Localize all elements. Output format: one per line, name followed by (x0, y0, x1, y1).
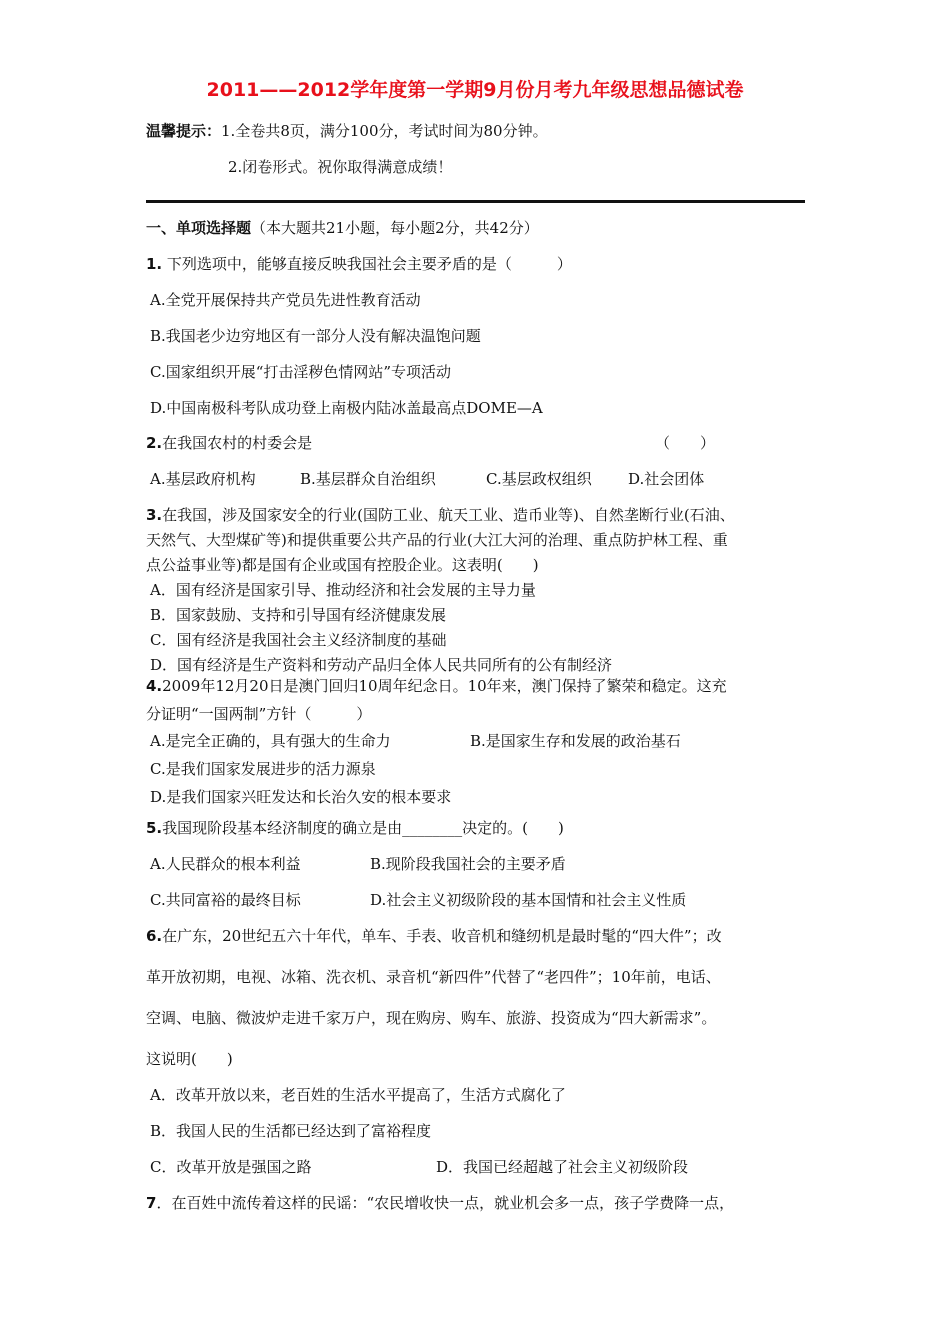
question-3-option-a: A．国有经济是国家引导、推动经济和社会发展的主导力量 (150, 581, 536, 599)
question-6-option-d: D．我国已经超越了社会主义初级阶段 (436, 1158, 689, 1176)
question-4-option-d: D.是我们国家兴旺发达和长治久安的根本要求 (150, 788, 452, 806)
question-6-option-c: C．改革开放是强国之路 (150, 1158, 312, 1176)
notice-label: 温馨提示： (146, 122, 222, 140)
question-7-number: 7 (146, 1194, 157, 1212)
question-5-option-a: A.人民群众的根本利益 (150, 855, 301, 873)
question-2-option-b: B.基层群众自治组织 (300, 470, 436, 488)
question-6-stem-line-1 (146, 926, 722, 946)
question-2-paren: （ ） (655, 434, 716, 452)
question-6-stem-line-2: 革开放初期，电视、冰箱、洗衣机、录音机“新四件”代替了“老四件”；10年前，电话、 (146, 968, 721, 986)
question-3-option-d: D．国有经济是生产资料和劳动产品归全体人民共同所有的公有制经济 (150, 656, 613, 674)
question-1-text: 下列选项中，能够直接反映我国社会主要矛盾的是（ ） (162, 255, 572, 273)
question-6-option-a: A．改革开放以来，老百姓的生活水平提高了，生活方式腐化了 (150, 1086, 566, 1104)
question-3-text-1: 在我国，涉及国家安全的行业(国防工业、航天工业、造币业等)、自然垄断行业(石油、 (162, 506, 735, 524)
question-4-stem-line-2: 分证明“一国两制”方针（ ） (146, 705, 372, 723)
divider (146, 200, 805, 203)
question-1-number: 1. (146, 255, 163, 273)
question-1-stem (146, 254, 572, 274)
question-6-text-1: 在广东，20世纪五六十年代，单车、手表、收音机和缝纫机是最时髦的“四大件”；改 (162, 927, 722, 945)
question-4-option-a: A.是完全正确的，具有强大的生命力 (150, 732, 391, 750)
question-2-option-d: D.社会团体 (628, 470, 705, 488)
question-4-option-c: C.是我们国家发展进步的活力源泉 (150, 760, 376, 778)
section-note: （本大题共21小题，每小题2分，共42分） (251, 219, 539, 237)
question-7-text: ．在百姓中流传着这样的民谣：“农民增收快一点，就业机会多一点，孩子学费降一点， (156, 1194, 735, 1212)
question-3-option-b: B．国家鼓励、支持和引导国有经济健康发展 (150, 606, 447, 624)
question-2-option-c: C.基层政权组织 (486, 470, 592, 488)
question-3-stem-line-3: 点公益事业等)都是国有企业或国有控股企业。这表明( ) (146, 556, 539, 574)
question-1-option-a: A.全党开展保持共产党员先进性教育活动 (150, 291, 421, 309)
question-1-option-d: D.中国南极科考队成功登上南极内陆冰盖最高点DOME—A (150, 399, 543, 417)
question-2-stem (146, 433, 312, 453)
question-3-number: 3. (146, 506, 163, 524)
question-6-number: 6. (146, 927, 163, 945)
section-heading (146, 218, 539, 238)
question-1-option-b: B.我国老少边穷地区有一部分人没有解决温饱问题 (150, 327, 481, 345)
question-7-stem (146, 1193, 734, 1213)
question-2-option-a: A.基层政府机构 (150, 470, 256, 488)
question-6-stem-line-3: 空调、电脑、微波炉走进千家万户，现在购房、购车、旅游、投资成为“四大新需求”。 (146, 1009, 717, 1027)
question-6-stem-line-4: 这说明( ) (146, 1050, 233, 1068)
notice-text-1: 1.全卷共8页，满分100分，考试时间为80分钟。 (221, 122, 548, 140)
question-6-option-b: B．我国人民的生活都已经达到了富裕程度 (150, 1122, 432, 1140)
question-3-stem-line-2: 天然气、大型煤矿等)和提供重要公共产品的行业(大江大河的治理、重点防护林工程、重 (146, 531, 728, 549)
question-2-number: 2. (146, 434, 163, 452)
question-5-text: 我国现阶段基本经济制度的确立是由________决定的。( ) (162, 819, 564, 837)
question-3-option-c: C．国有经济是我国社会主义经济制度的基础 (150, 631, 447, 649)
question-5-stem (146, 818, 564, 838)
question-4-number: 4. (146, 677, 163, 695)
question-4-text-1: 2009年12月20日是澳门回归10周年纪念日。10年来，澳门保持了繁荣和稳定。这充 (162, 677, 727, 695)
question-5-option-c: C.共同富裕的最终目标 (150, 891, 301, 909)
notice-line-2: 2.闭卷形式。祝你取得满意成绩！ (228, 158, 453, 176)
exam-title: 2011——2012学年度第一学期9月份月考九年级思想品德试卷 (206, 79, 744, 101)
question-5-option-b: B.现阶段我国社会的主要矛盾 (370, 855, 566, 873)
question-4-stem-line-1 (146, 676, 727, 696)
question-5-number: 5. (146, 819, 163, 837)
question-4-option-b: B.是国家生存和发展的政治基石 (470, 732, 681, 750)
section-title: 一、单项选择题 (146, 219, 252, 237)
question-5-option-d: D.社会主义初级阶段的基本国情和社会主义性质 (370, 891, 687, 909)
notice-line-1 (146, 121, 548, 141)
question-2-text: 在我国农村的村委会是 (162, 434, 313, 452)
question-1-option-c: C.国家组织开展“打击淫秽色情网站”专项活动 (150, 363, 452, 381)
question-3-stem-line-1 (146, 505, 735, 525)
